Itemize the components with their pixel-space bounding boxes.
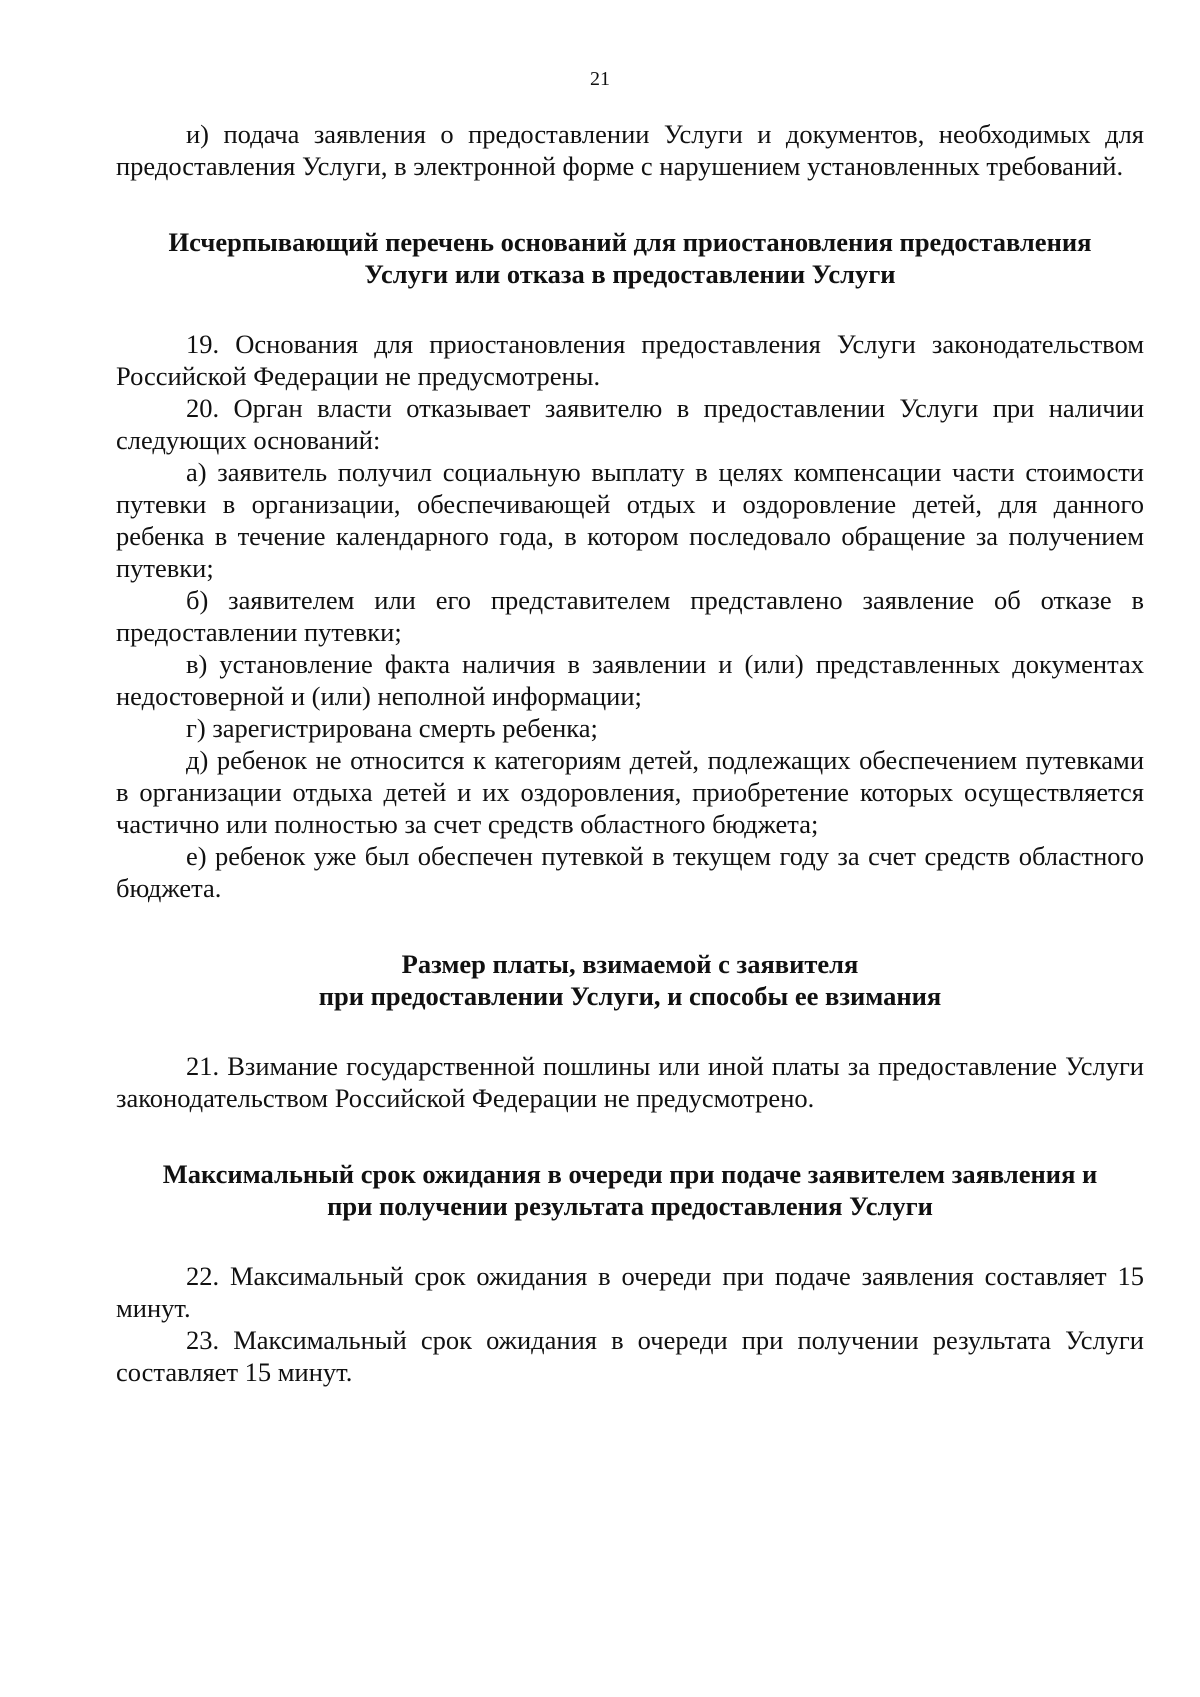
heading-line: Максимальный срок ожидания в очереди при подаче заявителем заявления и (162, 1159, 1098, 1189)
heading-line: Исчерпывающий перечень оснований для приостановления предоставления (168, 227, 1092, 257)
heading-line: при получении результата предоставления Услуги (327, 1191, 933, 1221)
heading-line: Размер платы, взимаемой с заявителя (401, 949, 859, 979)
section-heading-fee (116, 948, 1144, 1012)
intro-paragraph: и) подача заявления о предоставлении Услуги и документов, необходимых для предоставления Услуги, в электронной форме с нарушением установленных требований. (116, 119, 1144, 181)
paragraph-23: 23. Максимальный срок ожидания в очереди при получении результата Услуги составляет 15 минут. (116, 1325, 1144, 1387)
section-heading-suspension-grounds (116, 226, 1144, 290)
section-heading-queue-time (116, 1158, 1144, 1222)
list-item-e: е) ребенок уже был обеспечен путевкой в текущем году за счет средств областного бюджета. (116, 841, 1144, 903)
paragraph-22: 22. Максимальный срок ожидания в очереди при подаче заявления составляет 15 минут. (116, 1261, 1144, 1323)
heading-line: Услуги или отказа в предоставлении Услуги (364, 259, 896, 289)
paragraph-20: 20. Орган власти отказывает заявителю в предоставлении Услуги при наличии следующих оснований: (116, 393, 1144, 455)
document-body (116, 118, 1144, 1388)
paragraph-19: 19. Основания для приостановления предоставления Услуги законодательством Российской Федерации не предусмотрены. (116, 329, 1144, 391)
heading-line: при предоставлении Услуги, и способы ее взимания (318, 981, 942, 1011)
page-number: 21 (590, 68, 610, 90)
list-item-a: а) заявитель получил социальную выплату в целях компенсации части стоимости путевки в организации, обеспечивающей отдых и оздоровление детей, для данного ребенка в течение календарного года, в котором последовало обращение за получением путевки; (116, 457, 1144, 583)
list-item-b: б) заявителем или его представителем представлено заявление об отказе в предоставлении путевки; (116, 585, 1144, 647)
paragraph-21: 21. Взимание государственной пошлины или иной платы за предоставление Услуги законодательством Российской Федерации не предусмотрено. (116, 1051, 1144, 1113)
list-item-g: г) зарегистрирована смерть ребенка; (186, 713, 598, 743)
list-item-v: в) установление факта наличия в заявлении и (или) представленных документах недостоверной и (или) неполной информации; (116, 649, 1144, 711)
list-item-d: д) ребенок не относится к категориям детей, подлежащих обеспечением путевками в организации отдыха детей и их оздоровления, приобретение которых осуществляется частично или полностью за счет средств областного бюджета; (116, 745, 1144, 839)
